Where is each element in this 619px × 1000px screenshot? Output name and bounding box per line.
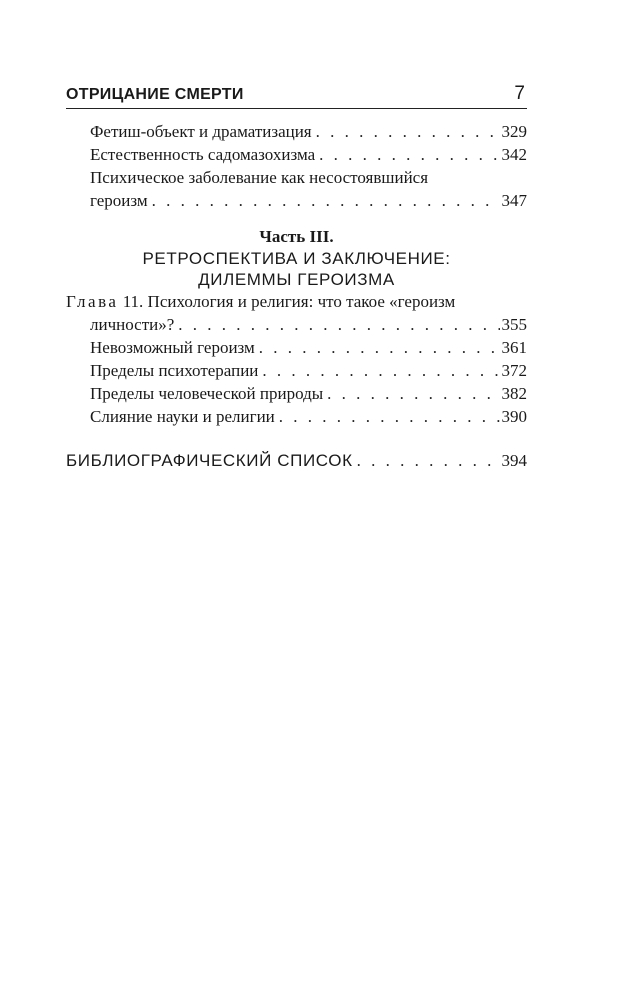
page-number: 7: [514, 83, 525, 104]
dot-leader: [319, 143, 499, 166]
toc-entry-text: Фетиш-объект и драматизация: [90, 122, 312, 141]
spacer: [66, 428, 527, 449]
chapter-label: Глава: [66, 292, 119, 311]
toc-entry[interactable]: [66, 405, 527, 428]
toc-entry-text: Психическое заболевание как несостоявшийся: [90, 168, 429, 187]
toc-entry-page: 382: [501, 384, 527, 403]
toc-entry-page: 361: [501, 338, 527, 357]
toc-entry-text: Естественность садомазохизма: [90, 145, 316, 164]
bibliography-page: 394: [501, 451, 527, 470]
dot-leader: [357, 449, 500, 472]
toc-entry[interactable]: [66, 382, 527, 405]
chapter-entry-line1: [66, 290, 527, 313]
running-header: [66, 84, 527, 106]
toc-entry-page: 342: [501, 145, 527, 164]
toc-entry-text: Пределы психотерапии: [90, 361, 259, 380]
header-rule: [66, 108, 527, 109]
dot-leader: [316, 120, 500, 143]
toc-entry-text: Слияние науки и религии: [90, 407, 275, 426]
dot-leader: [178, 313, 499, 336]
dot-leader: [259, 336, 500, 359]
toc-entry-page: 372: [501, 361, 527, 380]
chapter-page: 355: [501, 315, 527, 334]
dot-leader: [327, 382, 499, 405]
toc-entry-continuation: [66, 189, 527, 212]
toc-entry[interactable]: [66, 120, 527, 143]
toc-entry[interactable]: [66, 143, 527, 166]
chapter-title: 11. Психология и религия: что такое «героизм: [122, 292, 456, 311]
toc-entry-page: 347: [501, 191, 527, 210]
toc-entry[interactable]: [66, 359, 527, 382]
toc-entry[interactable]: [66, 336, 527, 359]
chapter-title-continued: личности»?: [90, 315, 175, 334]
toc-entry-page: 329: [501, 122, 527, 141]
toc-entry-text: героизм: [90, 191, 148, 210]
dot-leader: [262, 359, 499, 382]
bibliography-title: БИБЛИОГРАФИЧЕСКИЙ СПИСОК: [66, 451, 353, 470]
toc-entry-text: Невозможный героизм: [90, 338, 255, 357]
chapter-entry-line2: [66, 313, 527, 336]
running-title: ОТРИЦАНИЕ СМЕРТИ: [66, 86, 244, 103]
toc-entry-page: 390: [501, 407, 527, 426]
dot-leader: [152, 189, 500, 212]
table-of-contents: [66, 120, 527, 472]
part-title-line2: ДИЛЕММЫ ГЕРОИЗМА: [198, 270, 395, 289]
toc-entry-text: Пределы человеческой природы: [90, 384, 324, 403]
dot-leader: [279, 405, 500, 428]
part-number: Часть III.: [259, 227, 334, 246]
part-title-line1: РЕТРОСПЕКТИВА И ЗАКЛЮЧЕНИЕ:: [142, 249, 451, 268]
part-heading: [66, 226, 527, 290]
bibliography-entry[interactable]: [66, 449, 527, 472]
chapter-entry[interactable]: [66, 290, 527, 336]
toc-entry[interactable]: [66, 166, 527, 212]
